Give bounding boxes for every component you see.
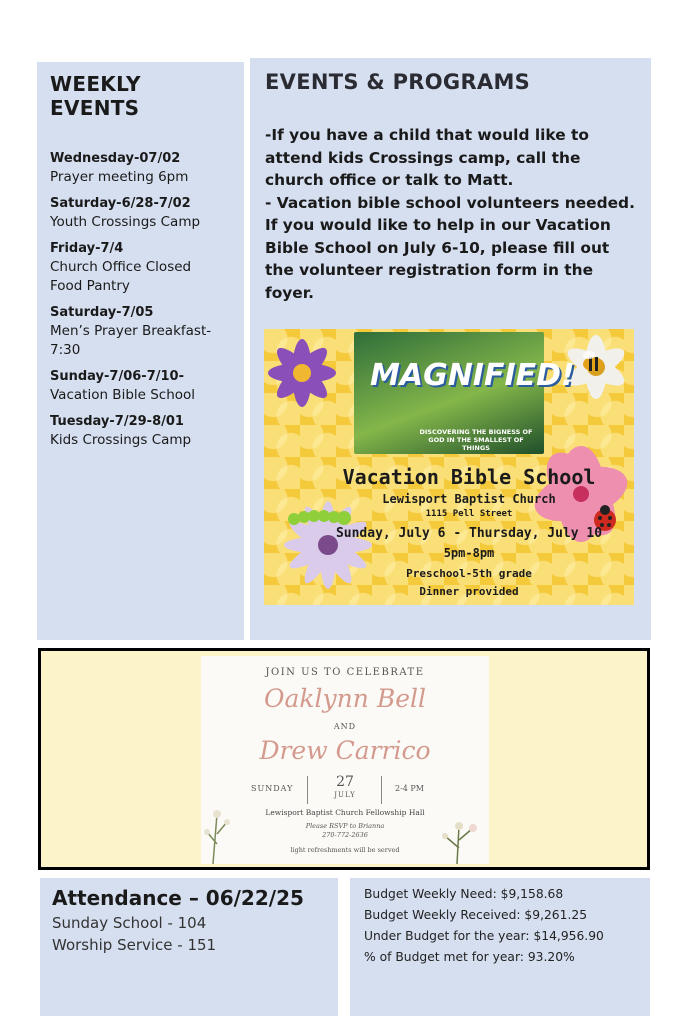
invitation-time: 2-4 PM: [395, 784, 424, 793]
vbs-grades: Preschool-5th grade: [406, 567, 532, 580]
program-paragraph: - Vacation bible school volunteers needed. If you would like to help in our Vacation Bible School on July 6-10, please fill out the volunteer registration form in the foyer.: [265, 193, 635, 302]
attendance-line: Worship Service - 151: [52, 936, 217, 954]
event-date: Friday-7/4: [50, 241, 124, 256]
weekly-events-panel: [37, 62, 244, 640]
event-text: 7:30: [50, 342, 81, 358]
wildflower-left-icon: [203, 804, 253, 864]
divider: [381, 776, 382, 804]
invitation-location: Lewisport Baptist Church Fellowship Hall: [265, 808, 425, 817]
invitation-refreshments: light refreshments will be served: [290, 846, 400, 854]
event-date: Tuesday-7/29-8/01: [50, 414, 184, 429]
invitation-name-2: Drew Carrico: [259, 736, 431, 765]
budget-line: Budget Weekly Need: $9,158.68: [364, 887, 564, 901]
vbs-cover-title: MAGNIFIED!: [370, 358, 575, 393]
wildflower-right-icon: [427, 814, 487, 864]
bee-icon: [578, 349, 608, 375]
events-programs-title: EVENTS & PROGRAMS: [265, 70, 531, 94]
flower-purple-icon: [264, 329, 344, 419]
event-text: Vacation Bible School: [50, 387, 196, 403]
event-date: Saturday-6/28-7/02: [50, 196, 191, 211]
attendance-line: Sunday School - 104: [52, 914, 207, 932]
event-text: Prayer meeting 6pm: [50, 169, 189, 185]
event-text: Church Office Closed: [50, 259, 192, 275]
event-text: Kids Crossings Camp: [50, 432, 192, 448]
event-item: [50, 368, 234, 405]
celebration-box: [38, 648, 650, 870]
budget-line: % of Budget met for year: 93.20%: [364, 950, 575, 964]
event-text: Food Pantry: [50, 278, 130, 294]
budget-line: Budget Weekly Received: $9,261.25: [364, 908, 588, 922]
event-date: Wednesday-07/02: [50, 151, 181, 166]
vbs-church: Lewisport Baptist Church: [382, 492, 556, 506]
attendance-panel: [40, 878, 338, 1016]
attendance-title: Attendance – 06/22/25: [52, 886, 304, 910]
vbs-street: 1115 Pell Street: [425, 509, 513, 519]
vbs-cover-subtitle: DISCOVERING THE BIGNESS OF GOD IN THE SMALLEST OF THINGS: [419, 428, 533, 452]
event-date: Sunday-7/06-7/10-: [50, 369, 184, 384]
budget-panel: [350, 878, 650, 1016]
invitation-and: AND: [333, 722, 357, 731]
invitation-day: SUNDAY: [251, 784, 294, 793]
event-item: [50, 240, 234, 296]
vbs-dinner: Dinner provided: [419, 585, 519, 598]
invitation-date-number: 27: [336, 774, 354, 790]
program-paragraph: -If you have a child that would like to attend kids Crossings camp, call the church office or talk to Matt.: [265, 126, 589, 189]
invitation-header: JOIN US TO CELEBRATE: [265, 667, 425, 678]
vbs-title: Vacation Bible School: [342, 465, 596, 489]
event-text: Youth Crossings Camp: [50, 214, 201, 230]
budget-line: Under Budget for the year: $14,956.90: [364, 929, 604, 943]
event-date: Saturday-7/05: [50, 305, 154, 320]
event-item: [50, 195, 234, 232]
vbs-flyer: [264, 329, 634, 605]
invitation-month: JULY: [334, 791, 356, 799]
event-item: [50, 304, 234, 360]
vbs-time: 5pm-8pm: [443, 546, 495, 560]
weekly-events-title: WEEKLY EVENTS: [50, 72, 141, 120]
invitation-name-1: Oaklynn Bell: [264, 684, 426, 713]
vbs-cover-art: [354, 332, 575, 454]
event-text: Men’s Prayer Breakfast-: [50, 323, 212, 339]
invitation-card: [201, 656, 489, 864]
event-item: [50, 413, 234, 450]
invitation-rsvp: Please RSVP to Brianna: [305, 822, 385, 830]
vbs-dates: Sunday, July 6 - Thursday, July 10: [335, 526, 603, 541]
invitation-phone: 270-772-2636: [322, 831, 368, 839]
event-item: [50, 150, 234, 187]
